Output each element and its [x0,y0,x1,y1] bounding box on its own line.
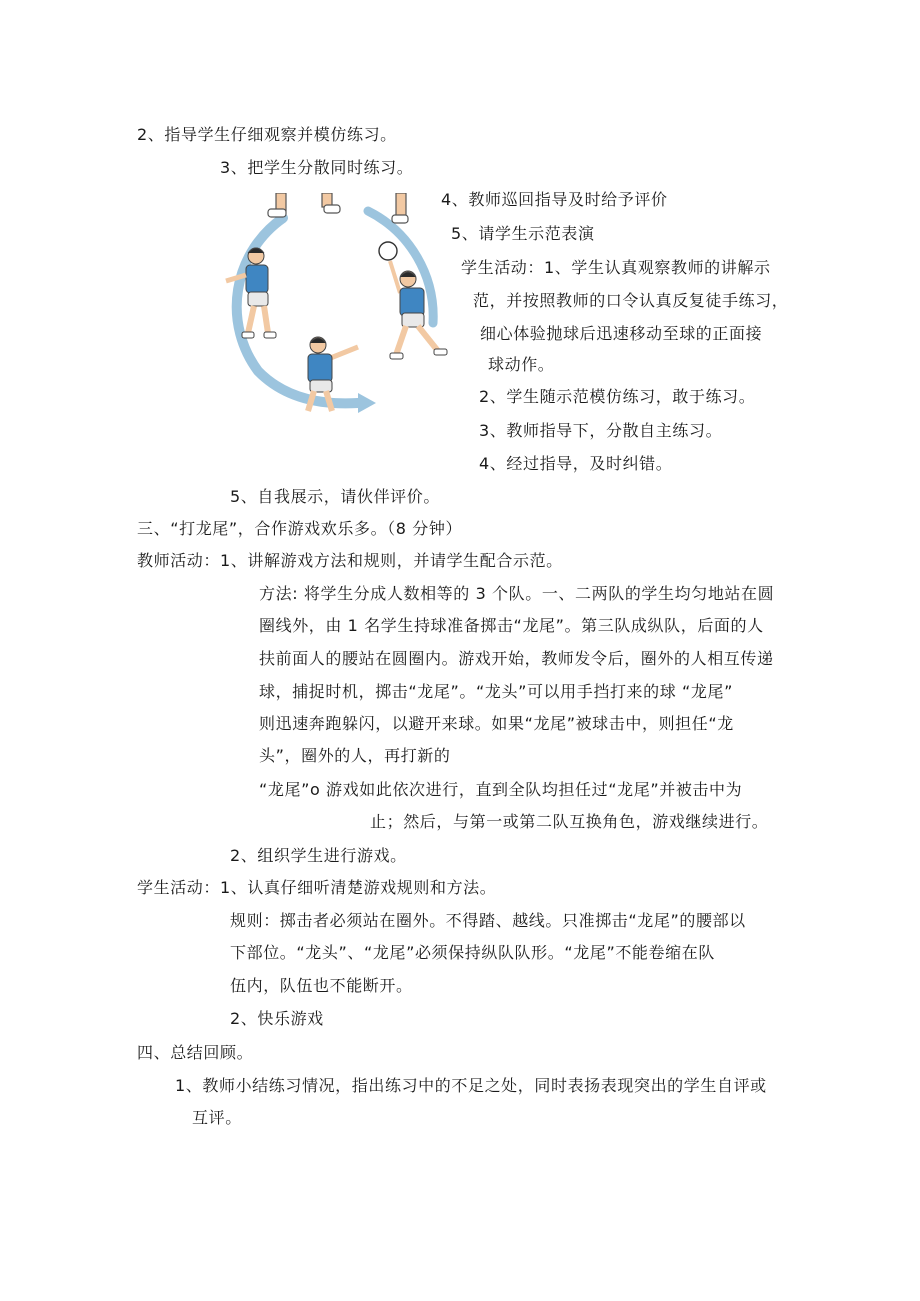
line-6: 范，并按照教师的口令认真反复徒手练习， [473,291,789,310]
line-8: 球动作。 [488,355,555,374]
line-30: 1、教师小结练习情况，指出练习中的不足之处，同时表扬表现突出的学生自评或 [175,1076,767,1095]
line-2: 3、把学生分散同时练习。 [220,158,414,177]
section-4-heading: 四、总结回顾。 [137,1043,254,1062]
line-28: 2、快乐游戏 [230,1009,324,1028]
illustration-svg [218,193,450,415]
line-11: 4、经过指导，及时纠错。 [479,454,673,473]
line-3: 4、教师巡回指导及时给予评价 [441,190,668,209]
arrow-head-icon [358,393,376,413]
line-18: 球，捕捉时机，掷击“龙尾”。“龙头”可以用手挡打来的球 “龙尾” [259,682,734,701]
line-27: 伍内，队伍也不能断开。 [230,976,413,995]
passing-drill-illustration [218,193,450,415]
section-3-heading: 三、“打龙尾”，合作游戏欢乐多。（8 分钟） [137,519,463,538]
line-19: 则迅速奔跑躲闪，以避开来球。如果“龙尾”被球击中，则担任“龙 [259,714,734,733]
line-21: “龙尾”o 游戏如此依次进行，直到全队均担任过“龙尾”并被击中为 [259,780,743,799]
line-22: 止；然后，与第一或第二队互换角色，游戏继续进行。 [370,812,769,831]
line-24: 学生活动：1、认真仔细听清楚游戏规则和方法。 [137,878,497,897]
line-12: 5、自我展示，请伙伴评价。 [230,487,440,506]
line-1: 2、指导学生仔细观察并模仿练习。 [137,125,397,144]
line-5: 学生活动：1、学生认真观察教师的讲解示 [461,258,771,277]
line-26: 下部位。“龙头”、“龙尾”必须保持纵队队形。“龙尾”不能卷缩在队 [230,943,715,962]
student-right [379,242,447,359]
line-7: 细心体验抛球后迅速移动至球的正面接 [480,324,763,343]
line-4: 5、请学生示范表演 [451,224,595,243]
line-23: 2、组织学生进行游戏。 [230,846,407,865]
line-14: 教师活动：1、讲解游戏方法和规则，并请学生配合示范。 [137,551,563,570]
line-17: 扶前面人的腰站在圆圈内。游戏开始，教师发令后，圈外的人相互传递 [259,649,774,668]
ball-icon [379,242,397,260]
line-10: 3、教师指导下，分散自主练习。 [479,421,723,440]
line-9: 2、学生随示范模仿练习，敢于练习。 [479,387,756,406]
line-20: 头”，圈外的人，再打新的 [259,746,451,765]
line-15: 方法: 将学生分成人数相等的 3 个队。一、二两队的学生均匀地站在圆 [259,584,775,603]
line-31: 互评。 [192,1108,242,1127]
line-25: 规则：掷击者必须站在圈外。不得踏、越线。只准掷击“龙尾”的腰部以 [230,911,746,930]
line-16: 圈线外，由 1 名学生持球准备掷击“龙尾”。第三队成纵队，后面的人 [259,616,764,635]
